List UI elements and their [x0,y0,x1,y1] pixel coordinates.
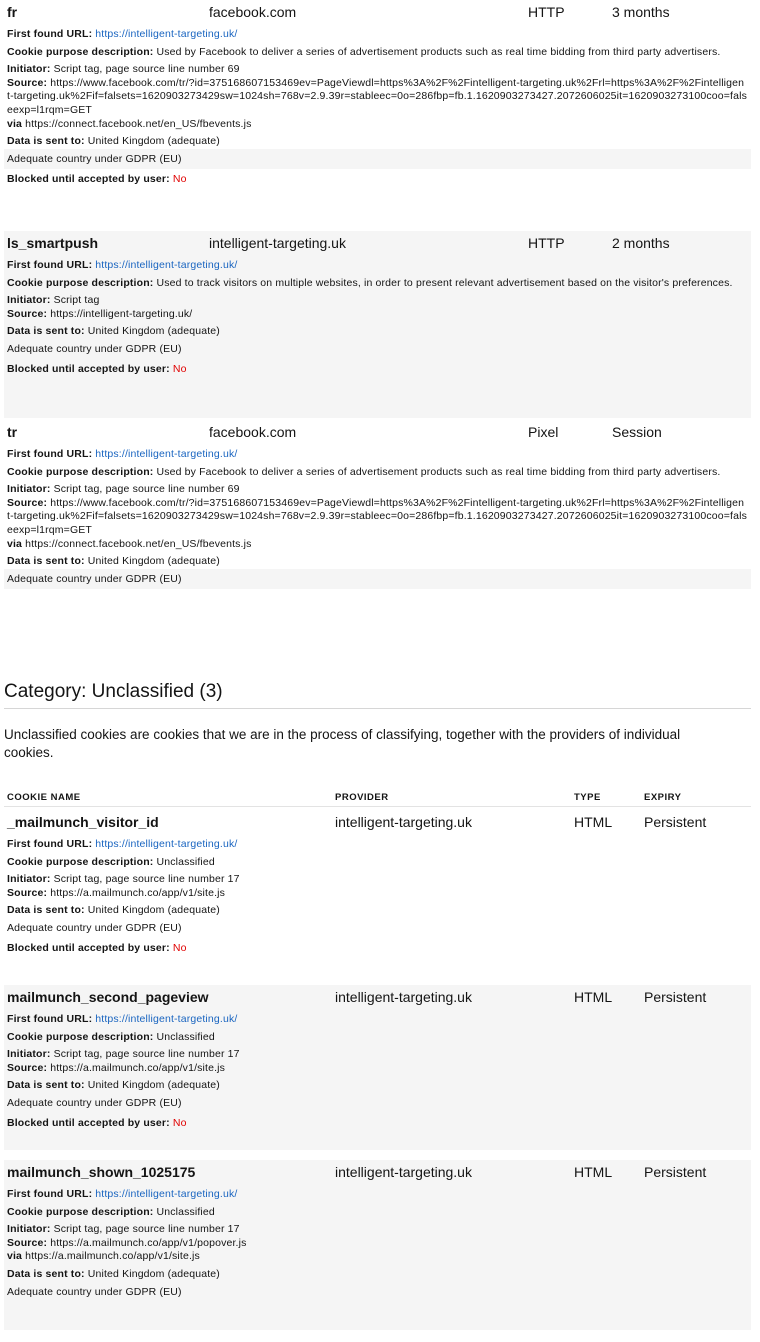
blocked-value: No [172,1116,187,1129]
initiator-text: Script tag, page source line number 69 [53,483,240,496]
source-row [7,308,747,322]
sent-to-row [7,904,747,918]
source-text: https://a.mailmunch.co/app/v1/site.js [50,1061,226,1074]
blocked-value: No [172,362,187,375]
source-label: Source: [7,886,48,899]
via-row [7,118,747,132]
purpose-label: Cookie purpose description: [7,1030,154,1043]
cookie-details [4,1184,751,1302]
sent-to-row [7,135,747,149]
initiator-row [7,1048,747,1062]
cookie-provider: intelligent-targeting.uk [209,235,346,251]
cookie-type: HTML [574,989,613,1005]
cookie-provider: intelligent-targeting.uk [335,989,472,1005]
sent-to-label: Data is sent to: [7,325,85,338]
purpose-row [7,277,747,291]
first-found-link[interactable]: https://intelligent-targeting.uk/ [95,1013,238,1025]
blocked-row [7,359,747,380]
first-found-label: First found URL: [7,448,93,460]
initiator-row [7,483,747,497]
cookie-row-header [4,0,751,24]
via-row [7,1250,747,1264]
cookie-type: HTML [574,814,613,830]
cookie-provider: intelligent-targeting.uk [335,1164,472,1180]
cookie-expiry: Persistent [644,989,707,1005]
cookie-table-header [4,792,751,807]
first-found-row [7,1013,747,1027]
source-text: https://www.facebook.com/tr/?id=375168607153469ev=PageViewdl=https%3A%2F%2Fintelligent-targeting.uk%2Frl=https%3A%2F%2Fintelligent-targeting.uk%2Fif=falsets=1620903273429sw=1024sh=768v=2.9.39r=stableec=0o=286fbp=fb.1.1620903273427.2072606025it=1620903273100coo=falseexp=l1rqm=GET [7,76,747,116]
cookie-expiry: 2 months [612,235,670,251]
initiator-label: Initiator: [7,294,51,307]
via-label: via [7,1250,23,1263]
purpose-row [7,856,747,870]
source-text: https://www.facebook.com/tr/?id=375168607153469ev=PageViewdl=https%3A%2F%2Fintelligent-targeting.uk%2Frl=https%3A%2F%2Fintelligent-targeting.uk%2Fif=falsets=1620903273429sw=1024sh=768v=2.9.39r=stableec=0o=286fbp=fb.1.1620903273427.2072606025it=1620903273100coo=falseexp=l1rqm=GET [7,496,747,536]
cookie-row-header [4,231,751,255]
purpose-row [7,46,747,60]
cookie-row-header [4,810,751,834]
first-found-row [7,448,747,462]
via-text: https://connect.facebook.net/en_US/fbevents.js [25,117,252,130]
cookie-name: mailmunch_shown_1025175 [7,1164,196,1180]
column-header-provider: PROVIDER [335,792,389,803]
purpose-text: Used to track visitors on multiple websites, in order to present relevant advertisement based on the visitor's preferences. [156,276,733,289]
first-found-label: First found URL: [7,1013,93,1025]
adequacy-note: Adequate country under GDPR (EU) [7,921,182,934]
initiator-row [7,1223,747,1237]
sent-to-label: Data is sent to: [7,1267,85,1280]
initiator-text: Script tag, page source line number 17 [53,1223,240,1236]
initiator-text: Script tag, page source line number 17 [53,873,240,886]
cookie-expiry: Session [612,424,662,440]
cookie-expiry: Persistent [644,814,707,830]
cookie-entry-fr [4,0,751,190]
source-row [7,497,747,538]
purpose-text: Unclassified [156,1205,215,1218]
cookie-expiry: 3 months [612,4,670,20]
cookie-row-header [4,1160,751,1184]
cookie-row-header [4,420,751,444]
initiator-label: Initiator: [7,1048,51,1061]
source-label: Source: [7,496,48,509]
sent-to-row [7,555,747,569]
column-header-expiry: EXPIRY [644,792,682,803]
cookie-details [4,444,751,589]
initiator-text: Script tag, page source line number 17 [53,1048,240,1061]
cookie-name: _mailmunch_visitor_id [7,814,159,830]
cookie-type: HTML [574,1164,613,1180]
first-found-link[interactable]: https://intelligent-targeting.uk/ [95,28,238,40]
column-header-type: TYPE [574,792,601,803]
source-row [7,1237,747,1251]
initiator-text: Script tag [53,294,100,307]
cookie-details [4,834,751,959]
initiator-row [7,63,747,77]
source-label: Source: [7,76,48,89]
adequacy-note: Adequate country under GDPR (EU) [7,1096,182,1109]
sent-to-label: Data is sent to: [7,1079,85,1092]
purpose-text: Unclassified [156,855,215,868]
cookie-details [4,24,751,190]
initiator-label: Initiator: [7,483,51,496]
purpose-row [7,1031,747,1045]
first-found-link[interactable]: https://intelligent-targeting.uk/ [95,1188,238,1200]
sent-to-text: United Kingdom (adequate) [87,555,220,568]
cookie-provider: intelligent-targeting.uk [335,814,472,830]
purpose-row [7,1206,747,1220]
sent-to-text: United Kingdom (adequate) [87,1079,220,1092]
sent-to-text: United Kingdom (adequate) [87,904,220,917]
initiator-label: Initiator: [7,873,51,886]
sent-to-text: United Kingdom (adequate) [87,1267,220,1280]
blocked-label: Blocked until accepted by user: [7,362,170,375]
purpose-label: Cookie purpose description: [7,465,154,478]
via-text: https://connect.facebook.net/en_US/fbevents.js [25,537,252,550]
source-label: Source: [7,1061,48,1074]
cookie-provider: facebook.com [209,424,297,440]
cookie-name: ls_smartpush [7,235,99,251]
first-found-link[interactable]: https://intelligent-targeting.uk/ [95,838,238,850]
cookie-name: mailmunch_second_pageview [7,989,209,1005]
via-row [7,538,747,552]
source-row [7,887,747,901]
cookie-row-header [4,985,751,1009]
blocked-label: Blocked until accepted by user: [7,1116,170,1129]
cookie-details [4,1009,751,1134]
blocked-label: Blocked until accepted by user: [7,172,170,185]
adequacy-note: Adequate country under GDPR (EU) [4,149,751,169]
via-label: via [7,117,23,130]
purpose-text: Used by Facebook to deliver a series of advertisement products such as real time bidding from third party advertisers. [156,465,721,478]
purpose-label: Cookie purpose description: [7,276,154,289]
cookie-provider: facebook.com [209,4,297,20]
sent-to-text: United Kingdom (adequate) [87,325,220,338]
sent-to-row [7,325,747,339]
blocked-row [7,1113,747,1134]
first-found-label: First found URL: [7,838,93,850]
initiator-label: Initiator: [7,1223,51,1236]
initiator-label: Initiator: [7,63,51,76]
cookie-type: HTTP [528,4,565,20]
first-found-label: First found URL: [7,259,93,271]
sent-to-label: Data is sent to: [7,555,85,568]
cookie-details [4,255,751,380]
first-found-row [7,28,747,42]
source-label: Source: [7,1236,48,1249]
source-label: Source: [7,307,48,320]
cookie-name: tr [7,424,18,440]
purpose-label: Cookie purpose description: [7,855,154,868]
category-description: Unclassified cookies are cookies that we are in the process of classifying, together with the providers of individual cookies. [4,727,681,760]
purpose-text: Used by Facebook to deliver a series of advertisement products such as real time bidding from third party advertisers. [156,45,721,58]
sent-to-text: United Kingdom (adequate) [87,135,220,148]
cookie-name: fr [7,4,18,20]
blocked-value: No [172,941,187,954]
sent-to-row [7,1079,747,1093]
first-found-link[interactable]: https://intelligent-targeting.uk/ [95,448,238,460]
cookie-entry-ls-smartpush [4,231,751,418]
column-header-name: COOKIE NAME [7,792,81,803]
via-label: via [7,537,23,550]
purpose-row [7,466,747,480]
adequacy-note: Adequate country under GDPR (EU) [7,342,182,355]
category-title: Category: Unclassified (3) [4,681,751,709]
via-text: https://a.mailmunch.co/app/v1/site.js [25,1250,200,1263]
blocked-label: Blocked until accepted by user: [7,941,170,954]
initiator-row [7,873,747,887]
cookie-entry-mailmunch-shown [4,1160,751,1330]
blocked-value: No [172,172,187,185]
sent-to-label: Data is sent to: [7,904,85,917]
cookie-expiry: Persistent [644,1164,707,1180]
initiator-row [7,294,747,308]
adequacy-note: Adequate country under GDPR (EU) [7,1285,182,1298]
initiator-text: Script tag, page source line number 69 [53,63,240,76]
cookie-entry-tr [4,420,751,589]
source-row [7,77,747,118]
purpose-label: Cookie purpose description: [7,1205,154,1218]
source-row [7,1062,747,1076]
source-text: https://intelligent-targeting.uk/ [50,307,193,320]
blocked-row [7,169,747,190]
first-found-link[interactable]: https://intelligent-targeting.uk/ [95,259,238,271]
first-found-label: First found URL: [7,1188,93,1200]
cookie-entry-mailmunch-visitor-id [4,810,751,959]
source-text: https://a.mailmunch.co/app/v1/site.js [50,886,226,899]
cookie-entry-mailmunch-second-pageview [4,985,751,1150]
first-found-row [7,838,747,852]
cookie-type: Pixel [528,424,559,440]
first-found-row [7,1188,747,1202]
blocked-row [7,938,747,959]
sent-to-row [7,1268,747,1282]
cookie-type: HTTP [528,235,565,251]
first-found-row [7,259,747,273]
purpose-text: Unclassified [156,1030,215,1043]
first-found-label: First found URL: [7,28,93,40]
source-text: https://a.mailmunch.co/app/v1/popover.js [50,1236,247,1249]
adequacy-note: Adequate country under GDPR (EU) [4,569,751,589]
sent-to-label: Data is sent to: [7,135,85,148]
purpose-label: Cookie purpose description: [7,45,154,58]
